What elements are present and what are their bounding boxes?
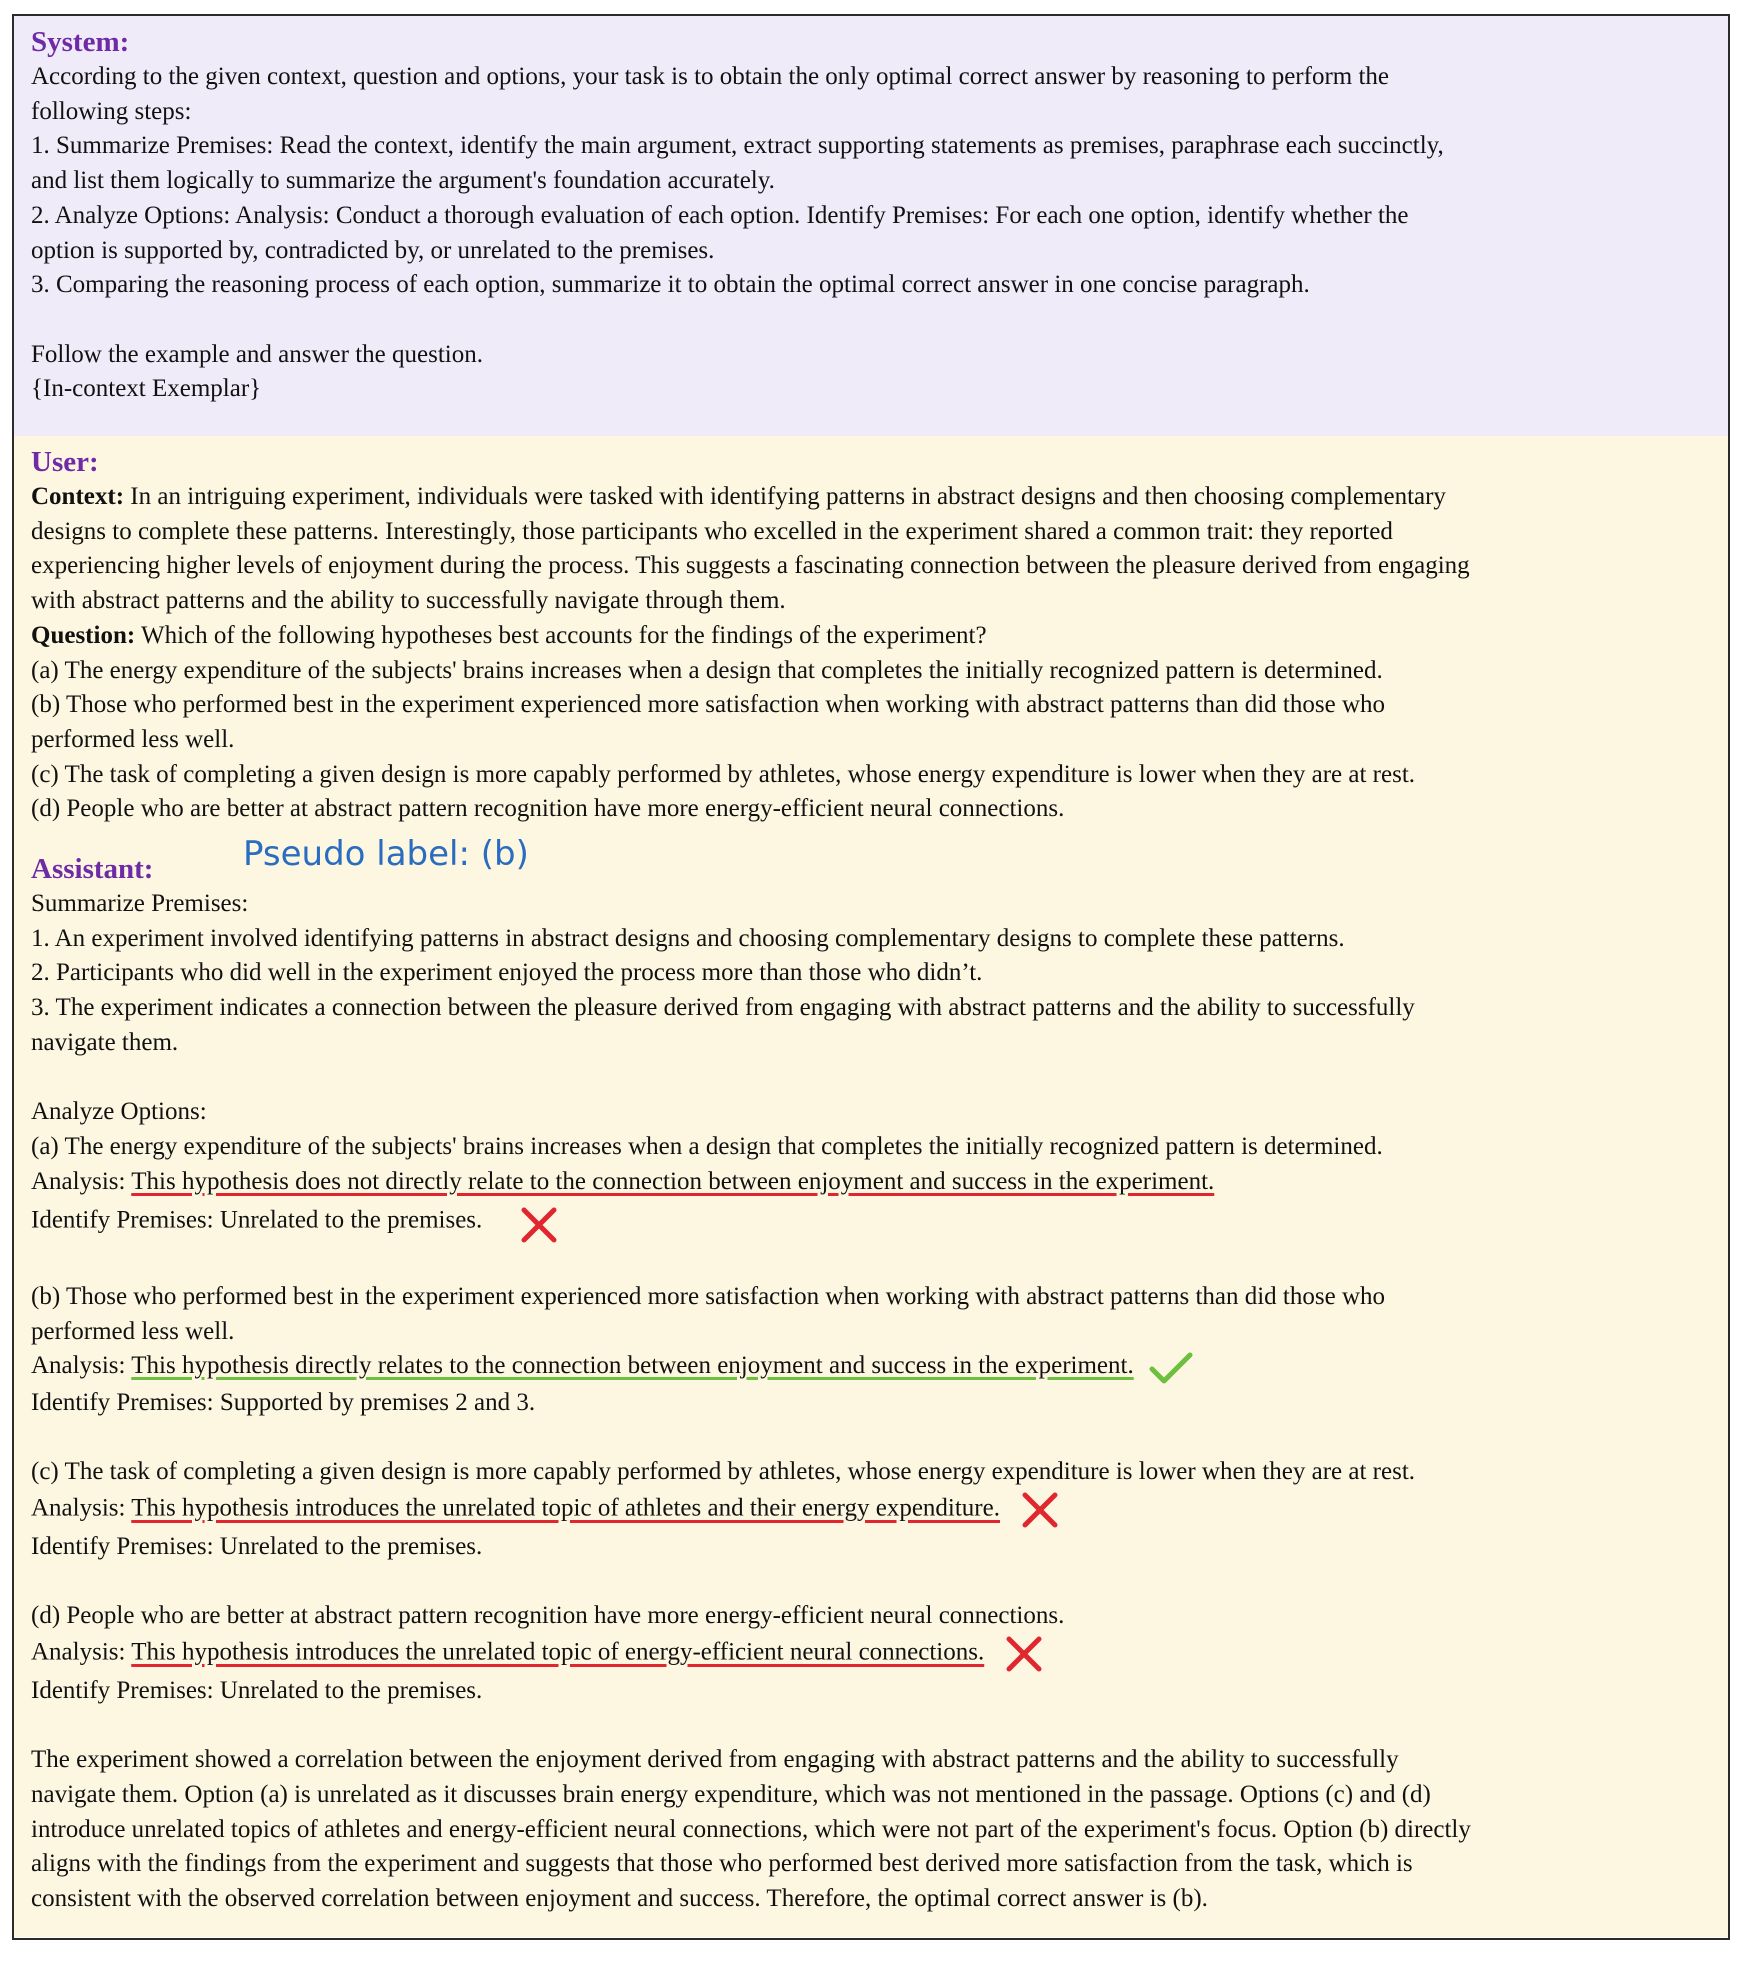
context-label: Context: <box>31 483 125 510</box>
system-line: option is supported by, contradicted by, or unrelated to the premises. <box>31 236 715 264</box>
option-line: (b) Those who performed best in the experiment experienced more satisfaction when working with abstract patterns than did those who <box>31 691 1386 719</box>
option-d-text: (d) People who are better at abstract pattern recognition have more energy-efficient neural connections. <box>31 1602 1065 1630</box>
option-a-text: (a) The energy expenditure of the subjects' brains increases when a design that completes the initially recognized pattern is determined. <box>31 1132 1383 1160</box>
cross-icon <box>519 1205 559 1245</box>
premise-line: navigate them. <box>31 1028 179 1056</box>
conclusion-line: introduce unrelated topics of athletes and energy-efficient neural connections, which were not part of the experiment's focus. Option (b) directly <box>31 1815 1471 1843</box>
check-icon <box>1148 1350 1194 1386</box>
pseudo-label: Pseudo label: (b) <box>243 834 529 875</box>
option-c-text: (c) The task of completing a given design is more capably performed by athletes, whose energy expenditure is lower when they are at rest. <box>31 1458 1416 1486</box>
option-line: performed less well. <box>31 725 235 753</box>
option-b-text: performed less well. <box>31 1317 235 1345</box>
context-line: with abstract patterns and the ability to successfully navigate through them. <box>31 587 786 615</box>
context-line: experiencing higher levels of enjoyment during the process. This suggests a fascinating connection between the pleasure derived from engaging <box>31 552 1470 580</box>
assistant-header <box>31 834 1714 887</box>
conclusion-line: consistent with the observed correlation between enjoyment and success. Therefore, the optimal correct answer is (b). <box>31 1885 1208 1913</box>
system-section <box>14 16 1728 436</box>
prompt-figure <box>12 14 1730 1940</box>
system-role-label: System: <box>31 26 130 58</box>
premise-line: 2. Participants who did well in the experiment enjoyed the process more than those who didn’t. <box>31 959 983 987</box>
context-line: Context: In an intriguing experiment, individuals were tasked with identifying patterns in abstract designs and then choosing complementary <box>31 483 1446 510</box>
system-exemplar-line: {In-context Exemplar} <box>31 375 262 403</box>
premise-line: 3. The experiment indicates a connection between the pleasure derived from engaging with abstract patterns and the ability to successfully <box>31 994 1415 1022</box>
question-line: Question: Which of the following hypotheses best accounts for the findings of the experiment? <box>31 621 987 649</box>
system-line: 3. Comparing the reasoning process of each option, summarize it to obtain the optimal correct answer in one concise paragraph. <box>31 271 1310 299</box>
user-role-label: User: <box>31 446 99 478</box>
system-line: 2. Analyze Options: Analysis: Conduct a thorough evaluation of each option. Identify Premises: For each one option, identify whether the <box>31 201 1409 229</box>
system-line: following steps: <box>31 97 192 125</box>
system-follow-line: Follow the example and answer the question. <box>31 340 483 368</box>
option-b-analysis: Analysis: This hypothesis directly relates to the connection between enjoyment and success in the experiment. <box>31 1349 1714 1385</box>
option-b-text: (b) Those who performed best in the experiment experienced more satisfaction when working with abstract patterns than did those who <box>31 1283 1386 1311</box>
system-line: 1. Summarize Premises: Read the context, identify the main argument, extract supporting statements as premises, paraphrase each succinctly, <box>31 132 1444 160</box>
cross-icon <box>1004 1634 1044 1674</box>
option-d-identify: Identify Premises: Unrelated to the premises. <box>31 1676 483 1704</box>
option-line: (a) The energy expenditure of the subjects' brains increases when a design that completes the initially recognized pattern is determined. <box>31 656 1383 684</box>
user-section <box>14 436 1728 1937</box>
conclusion-line: The experiment showed a correlation between the enjoyment derived from engaging with abstract patterns and the ability to successfully <box>31 1746 1399 1774</box>
analysis-underlined-text: This hypothesis introduces the unrelated topic of athletes and their energy expenditure. <box>131 1494 1000 1522</box>
summarize-heading: Summarize Premises: <box>31 890 249 918</box>
context-line: designs to complete these patterns. Interestingly, those participants who excelled in the experiment shared a common trait: they reported <box>31 517 1393 545</box>
analysis-underlined-text: This hypothesis directly relates to the connection between enjoyment and success in the experiment. <box>131 1352 1134 1380</box>
system-line: and list them logically to summarize the argument's foundation accurately. <box>31 167 775 195</box>
assistant-role-label: Assistant: <box>31 853 154 886</box>
conclusion-line: navigate them. Option (a) is unrelated as it discusses brain energy expenditure, which was not mentioned in the passage. Options (c) and (d) <box>31 1780 1431 1808</box>
option-line: (d) People who are better at abstract pattern recognition have more energy-efficient neural connections. <box>31 795 1065 823</box>
option-b-identify: Identify Premises: Supported by premises 2 and 3. <box>31 1388 536 1416</box>
question-label: Question: <box>31 621 136 649</box>
premise-line: 1. An experiment involved identifying patterns in abstract designs and choosing complementary designs to complete these patterns. <box>31 924 1345 952</box>
cross-icon <box>1020 1490 1060 1530</box>
option-a-identify: Identify Premises: Unrelated to the premises. <box>31 1199 1714 1245</box>
analysis-underlined-text: This hypothesis does not directly relate to the connection between enjoyment and success in the experiment. <box>131 1167 1215 1195</box>
analysis-underlined-text: This hypothesis introduces the unrelated topic of energy-efficient neural connections. <box>131 1638 985 1666</box>
system-line: According to the given context, question and options, your task is to obtain the only optimal correct answer by reasoning to perform the <box>31 63 1390 90</box>
conclusion-line: aligns with the findings from the experiment and suggests that those who performed best derived more satisfaction from the task, which is <box>31 1850 1413 1878</box>
analyze-heading: Analyze Options: <box>31 1098 207 1126</box>
option-d-analysis: Analysis: This hypothesis introduces the unrelated topic of energy-efficient neural connections. <box>31 1634 1714 1674</box>
option-c-analysis: Analysis: This hypothesis introduces the unrelated topic of athletes and their energy expenditure. <box>31 1490 1714 1530</box>
option-line: (c) The task of completing a given design is more capably performed by athletes, whose energy expenditure is lower when they are at rest. <box>31 760 1416 788</box>
option-a-analysis: Analysis: This hypothesis does not directly relate to the connection between enjoyment and success in the experiment. <box>31 1167 1215 1195</box>
option-c-identify: Identify Premises: Unrelated to the premises. <box>31 1532 483 1560</box>
